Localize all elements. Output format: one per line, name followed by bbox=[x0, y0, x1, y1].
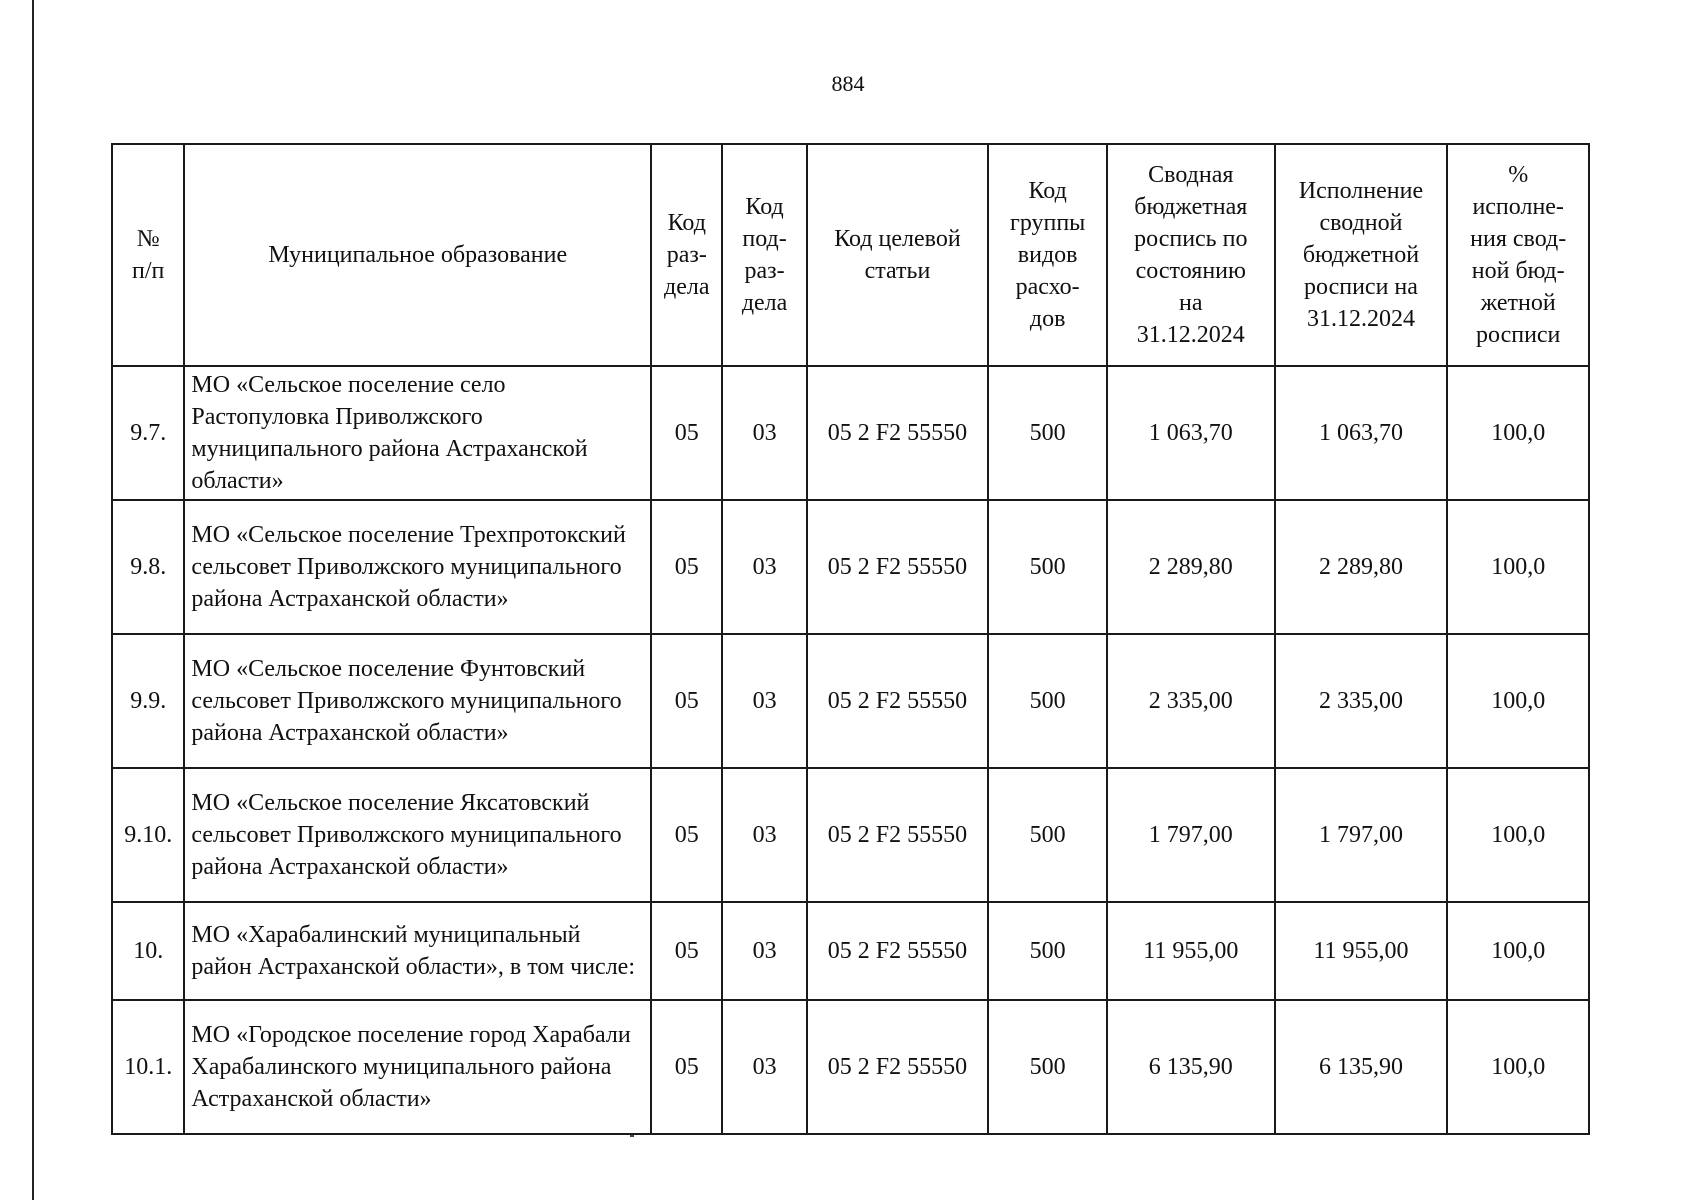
cell-municipality: МО «Сельское поселение Фунтовский сельсовет Приволжского муниципального района Астраханской области» bbox=[184, 634, 651, 768]
cell-municipality: МО «Харабалинский муниципальный район Астраханской области», в том числе: bbox=[184, 902, 651, 1000]
cell-subsection-code: 03 bbox=[722, 768, 806, 902]
header-municipality: Муниципальное образование bbox=[184, 144, 651, 366]
table-row bbox=[112, 634, 1589, 768]
cell-execution-percent: 100,0 bbox=[1447, 902, 1589, 1000]
cell-row-number: 9.8. bbox=[112, 500, 184, 634]
cell-subsection-code: 03 bbox=[722, 1000, 806, 1134]
cell-target-article-code: 05 2 F2 55550 bbox=[807, 634, 989, 768]
table-row bbox=[112, 500, 1589, 634]
cell-subsection-code: 03 bbox=[722, 902, 806, 1000]
header-budget-execution: Исполнение сводной бюджетной росписи на 31.12.2024 bbox=[1275, 144, 1448, 366]
cell-expense-group-code: 500 bbox=[988, 768, 1107, 902]
binding-margin-line bbox=[32, 0, 34, 1200]
table-row bbox=[112, 902, 1589, 1000]
cell-target-article-code: 05 2 F2 55550 bbox=[807, 500, 989, 634]
header-expense-group-code: Код группы видов расхо- дов bbox=[988, 144, 1107, 366]
cell-municipality: МО «Сельское поселение Яксатовский сельсовет Приволжского муниципального района Астраханской области» bbox=[184, 768, 651, 902]
header-target-article-code: Код целевой статьи bbox=[807, 144, 989, 366]
cell-planned-budget: 2 335,00 bbox=[1107, 634, 1274, 768]
budget-execution-table bbox=[111, 143, 1590, 1135]
cell-expense-group-code: 500 bbox=[988, 366, 1107, 500]
header-execution-percent: % исполне- ния свод- ной бюд- жетной росписи bbox=[1447, 144, 1589, 366]
header-subsection-code: Код под- раз- дела bbox=[722, 144, 806, 366]
scan-speck bbox=[630, 1135, 634, 1137]
cell-row-number: 10.1. bbox=[112, 1000, 184, 1134]
table-row bbox=[112, 1000, 1589, 1134]
cell-planned-budget: 6 135,90 bbox=[1107, 1000, 1274, 1134]
cell-target-article-code: 05 2 F2 55550 bbox=[807, 768, 989, 902]
cell-budget-execution: 6 135,90 bbox=[1275, 1000, 1448, 1134]
cell-expense-group-code: 500 bbox=[988, 1000, 1107, 1134]
cell-municipality: МО «Городское поселение город Харабали Харабалинского муниципального района Астраханской области» bbox=[184, 1000, 651, 1134]
cell-budget-execution: 1 797,00 bbox=[1275, 768, 1448, 902]
table-row bbox=[112, 366, 1589, 500]
cell-planned-budget: 1 063,70 bbox=[1107, 366, 1274, 500]
cell-section-code: 05 bbox=[651, 634, 722, 768]
cell-planned-budget: 2 289,80 bbox=[1107, 500, 1274, 634]
cell-section-code: 05 bbox=[651, 366, 722, 500]
cell-target-article-code: 05 2 F2 55550 bbox=[807, 366, 989, 500]
cell-target-article-code: 05 2 F2 55550 bbox=[807, 1000, 989, 1134]
cell-budget-execution: 2 289,80 bbox=[1275, 500, 1448, 634]
cell-municipality: МО «Сельское поселение село Растопуловка Приволжского муниципального района Астраханской области» bbox=[184, 366, 651, 500]
cell-row-number: 9.9. bbox=[112, 634, 184, 768]
cell-expense-group-code: 500 bbox=[988, 902, 1107, 1000]
cell-subsection-code: 03 bbox=[722, 634, 806, 768]
cell-subsection-code: 03 bbox=[722, 500, 806, 634]
header-planned-budget: Сводная бюджетная роспись по состоянию на 31.12.2024 bbox=[1107, 144, 1274, 366]
cell-expense-group-code: 500 bbox=[988, 634, 1107, 768]
cell-expense-group-code: 500 bbox=[988, 500, 1107, 634]
cell-execution-percent: 100,0 bbox=[1447, 1000, 1589, 1134]
cell-execution-percent: 100,0 bbox=[1447, 768, 1589, 902]
cell-section-code: 05 bbox=[651, 1000, 722, 1134]
cell-budget-execution: 11 955,00 bbox=[1275, 902, 1448, 1000]
cell-section-code: 05 bbox=[651, 500, 722, 634]
table-header-row bbox=[112, 144, 1589, 366]
cell-execution-percent: 100,0 bbox=[1447, 500, 1589, 634]
cell-target-article-code: 05 2 F2 55550 bbox=[807, 902, 989, 1000]
cell-budget-execution: 1 063,70 bbox=[1275, 366, 1448, 500]
table-row bbox=[112, 768, 1589, 902]
cell-row-number: 9.10. bbox=[112, 768, 184, 902]
cell-budget-execution: 2 335,00 bbox=[1275, 634, 1448, 768]
cell-execution-percent: 100,0 bbox=[1447, 634, 1589, 768]
cell-section-code: 05 bbox=[651, 768, 722, 902]
cell-row-number: 9.7. bbox=[112, 366, 184, 500]
cell-planned-budget: 1 797,00 bbox=[1107, 768, 1274, 902]
header-row-number: № п/п bbox=[112, 144, 184, 366]
cell-planned-budget: 11 955,00 bbox=[1107, 902, 1274, 1000]
cell-section-code: 05 bbox=[651, 902, 722, 1000]
header-section-code: Код раз- дела bbox=[651, 144, 722, 366]
cell-municipality: МО «Сельское поселение Трехпротокский сельсовет Приволжского муниципального района Астраханской области» bbox=[184, 500, 651, 634]
cell-row-number: 10. bbox=[112, 902, 184, 1000]
cell-subsection-code: 03 bbox=[722, 366, 806, 500]
page-number: 884 bbox=[831, 71, 865, 96]
cell-execution-percent: 100,0 bbox=[1447, 366, 1589, 500]
